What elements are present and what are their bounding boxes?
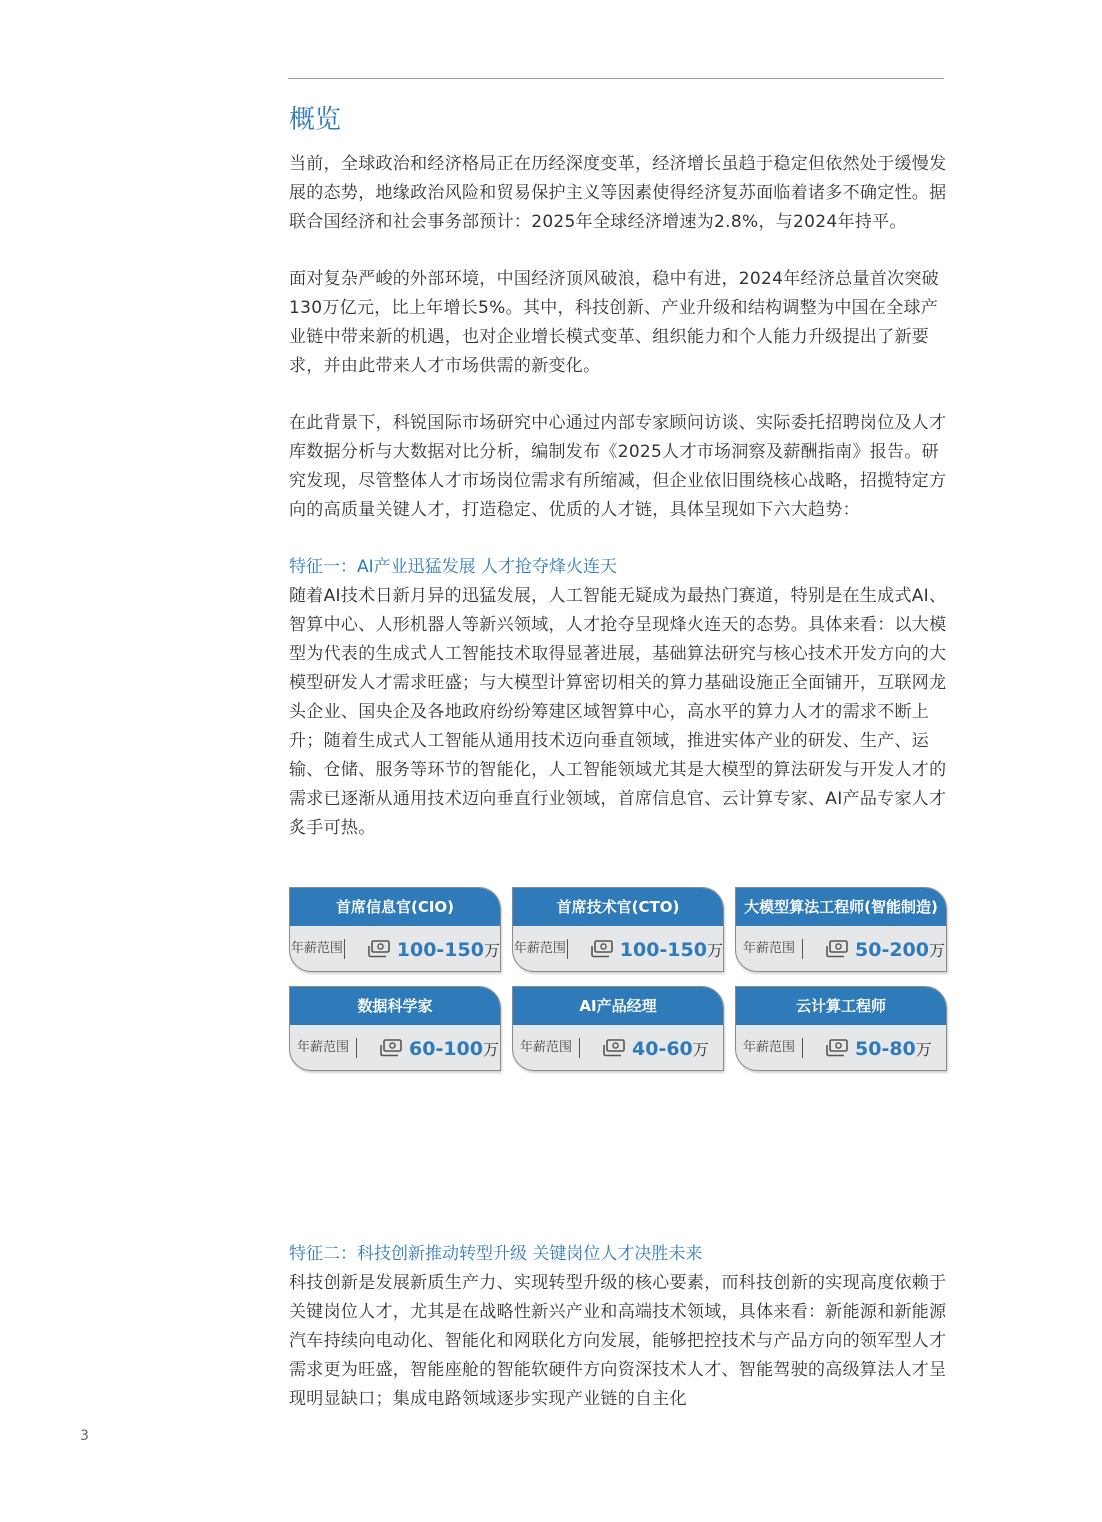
salary-range-value: 100-150万 (396, 938, 500, 961)
salary-card (735, 887, 947, 972)
money-icon (825, 1038, 849, 1058)
salary-range-label: 年薪范围 (736, 1038, 803, 1058)
salary-card-title: 首席技术官(CTO) (513, 888, 723, 926)
overview-paragraph-1: 当前，全球政治和经济格局正在历经深度变革，经济增长虽趋于稳定但依然处于缓慢发展的态势，地缘政治风险和贸易保护主义等因素使得经济复苏面临着诸多不确定性。据联合国经济和社会事务部预计：2025年全球经济增速为2.8%，与2024年持平。 (289, 154, 947, 232)
overview-paragraph-2: 面对复杂严峻的外部环境，中国经济顶风破浪，稳中有进，2024年经济总量首次突破130万亿元，比上年增长5%。其中，科技创新、产业升级和结构调整为中国在全球产业链中带来新的机遇，也对企业增长模式变革、组织能力和个人能力升级提出了新要求，并由此带来人才市场供需的新变化。 (289, 269, 939, 376)
money-icon (590, 939, 614, 959)
salary-range-label: 年薪范围 (290, 1038, 357, 1058)
salary-card-body (290, 926, 500, 972)
salary-range-value: 40-60万 (632, 1037, 709, 1060)
salary-card (512, 986, 724, 1071)
feature-2-heading: 特征二：科技创新推动转型升级 关键岗位人才决胜未来 (289, 1244, 703, 1264)
salary-range-value: 60-100万 (409, 1037, 500, 1060)
salary-card (289, 986, 501, 1071)
salary-card-title: 大模型算法工程师(智能制造) (736, 888, 946, 926)
salary-range-value: 50-80万 (855, 1037, 932, 1060)
salary-range-label: 年薪范围 (290, 939, 345, 959)
salary-card-body (513, 926, 723, 972)
page-number: 3 (80, 1428, 89, 1444)
header-rule (288, 78, 944, 79)
feature-1-heading: 特征一：AI产业迅猛发展 人才抢夺烽火连天 (289, 557, 618, 577)
feature-1-body: 随着AI技术日新月异的迅猛发展，人工智能无疑成为最热门赛道，特别是在生成式AI、智算中心、人形机器人等新兴领域，人才抢夺呈现烽火连天的态势。具体来看：以大模型为代表的生成式人工智能技术取得显著进展，基础算法研究与核心技术开发方向的大模型研发人才需求旺盛；与大模型计算密切相关的算力基础设施正全面铺开，互联网龙头企业、国央企及各地政府纷纷筹建区域智算中心，高水平的算力人才的需求不断上升；随着生成式人工智能从通用技术迈向垂直领域，推进实体产业的研发、生产、运输、仓储、服务等环节的智能化，人工智能领域尤其是大模型的算法研发与开发人才的需求已逐渐从通用技术迈向垂直行业领域，首席信息官、云计算专家、AI产品专家人才炙手可热。 (289, 586, 947, 838)
salary-range-label: 年薪范围 (513, 1038, 580, 1058)
overview-paragraph-3: 在此背景下，科锐国际市场研究中心通过内部专家顾问访谈、实际委托招聘岗位及人才库数据分析与大数据对比分析，编制发布《2025人才市场洞察及薪酬指南》报告。研究发现，尽管整体人才市场岗位需求有所缩减，但企业依旧围绕核心战略，招揽特定方向的高质量关键人才，打造稳定、优质的人才链，具体呈现如下六大趋势： (289, 413, 947, 520)
salary-card (735, 986, 947, 1071)
salary-range-value: 100-150万 (619, 938, 723, 961)
money-icon (602, 1038, 626, 1058)
salary-card-body (290, 1025, 500, 1071)
salary-card-body (736, 1025, 946, 1071)
salary-card-title: 云计算工程师 (736, 987, 946, 1025)
salary-card-body (513, 1025, 723, 1071)
salary-range-label: 年薪范围 (736, 939, 803, 959)
salary-card-title: AI产品经理 (513, 987, 723, 1025)
salary-card-title: 数据科学家 (290, 987, 500, 1025)
feature-2-section (289, 1240, 949, 1414)
page-title: 概览 (289, 105, 342, 135)
money-icon (367, 939, 391, 959)
money-icon (825, 939, 849, 959)
main-content (289, 100, 949, 1071)
salary-range-label: 年薪范围 (513, 939, 568, 959)
salary-card-title: 首席信息官(CIO) (290, 888, 500, 926)
salary-range-value: 50-200万 (855, 938, 946, 961)
salary-card-grid (289, 887, 949, 1071)
salary-card (289, 887, 501, 972)
salary-card-body (736, 926, 946, 972)
money-icon (379, 1038, 403, 1058)
feature-2-body: 科技创新是发展新质生产力、实现转型升级的核心要素，而科技创新的实现高度依赖于关键岗位人才，尤其是在战略性新兴产业和高端技术领域，具体来看：新能源和新能源汽车持续向电动化、智能化和网联化方向发展，能够把控技术与产品方向的领军型人才需求更为旺盛，智能座舱的智能软硬件方向资深技术人才、智能驾驶的高级算法人才呈现明显缺口；集成电路领域逐步实现产业链的自主化 (289, 1273, 947, 1409)
salary-card (512, 887, 724, 972)
